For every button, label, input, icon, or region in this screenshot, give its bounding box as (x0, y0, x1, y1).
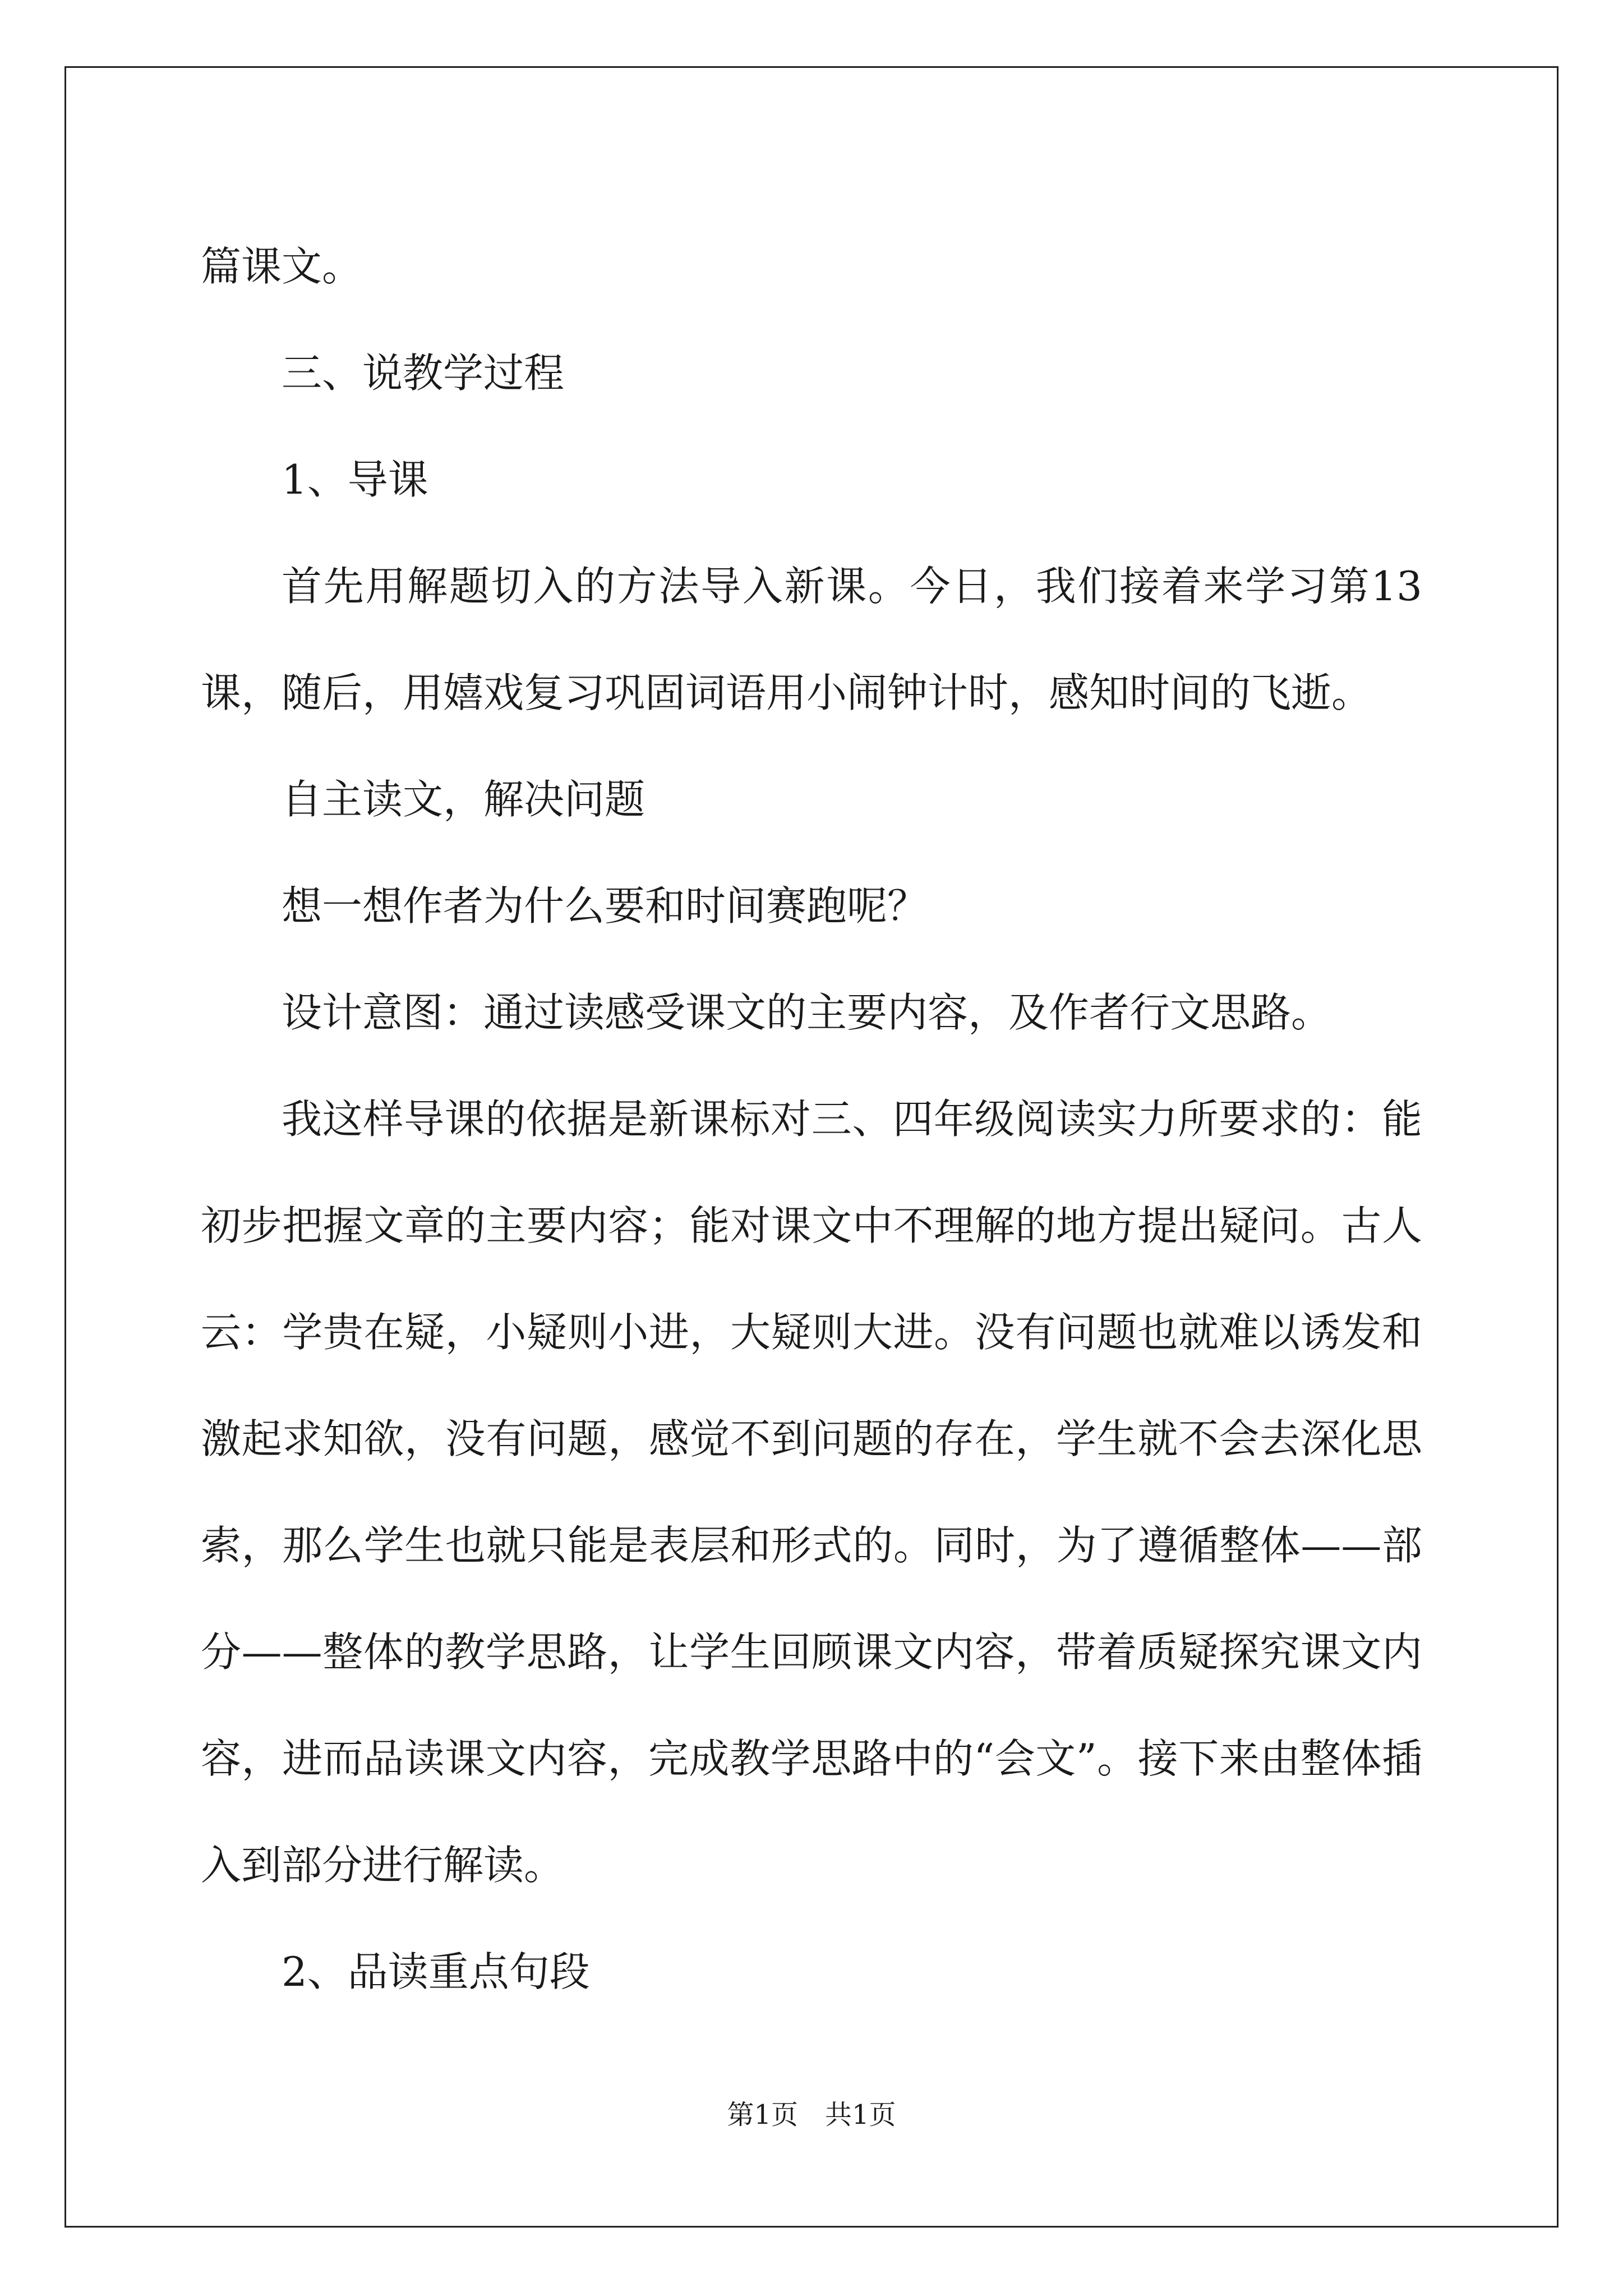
subsection-heading: 2、品读重点句段 (282, 1948, 590, 1995)
section-heading: 三、说教学过程 (282, 349, 565, 397)
paragraph: 篇课文。 (201, 243, 363, 290)
page-footer (0, 2098, 1623, 2132)
paragraph: 首先用解题切入的方法导入新课。今日，我们接着来学习第13课，随后，用嬉戏复习巩固词语用小闹钟计时，感知时间的飞逝。 (201, 563, 1422, 716)
page-number: 第1页 (727, 2099, 798, 2131)
paragraph: 设计意图：通过读感受课文的主要内容，及作者行文思路。 (282, 989, 1332, 1036)
paragraph: 我这样导课的依据是新课标对三、四年级阅读实力所要求的：能初步把握文章的主要内容；能对课文中不理解的地方提出疑问。古人云：学贵在疑，小疑则小进，大疑则大进。没有问题也就难以诱发和激起求知欲，没有问题，感觉不到问题的存在，学生就不会去深化思索，那么学生也就只能是表层和形式的。同时，为了遵循整体——部分——整体的教学思路，让学生回顾课文内容，带着质疑探究课文内容，进而品读课文内容，完成教学思路中的“会文”。接下来由整体插入到部分进行解读。 (201, 1096, 1422, 1889)
subsection-heading: 1、导课 (282, 456, 428, 503)
document-body (201, 213, 1422, 2025)
paragraph: 想一想作者为什么要和时间赛跑呢？ (282, 882, 928, 930)
page-total: 共1页 (825, 2099, 896, 2131)
paragraph: 自主读文，解决问题 (282, 776, 645, 823)
